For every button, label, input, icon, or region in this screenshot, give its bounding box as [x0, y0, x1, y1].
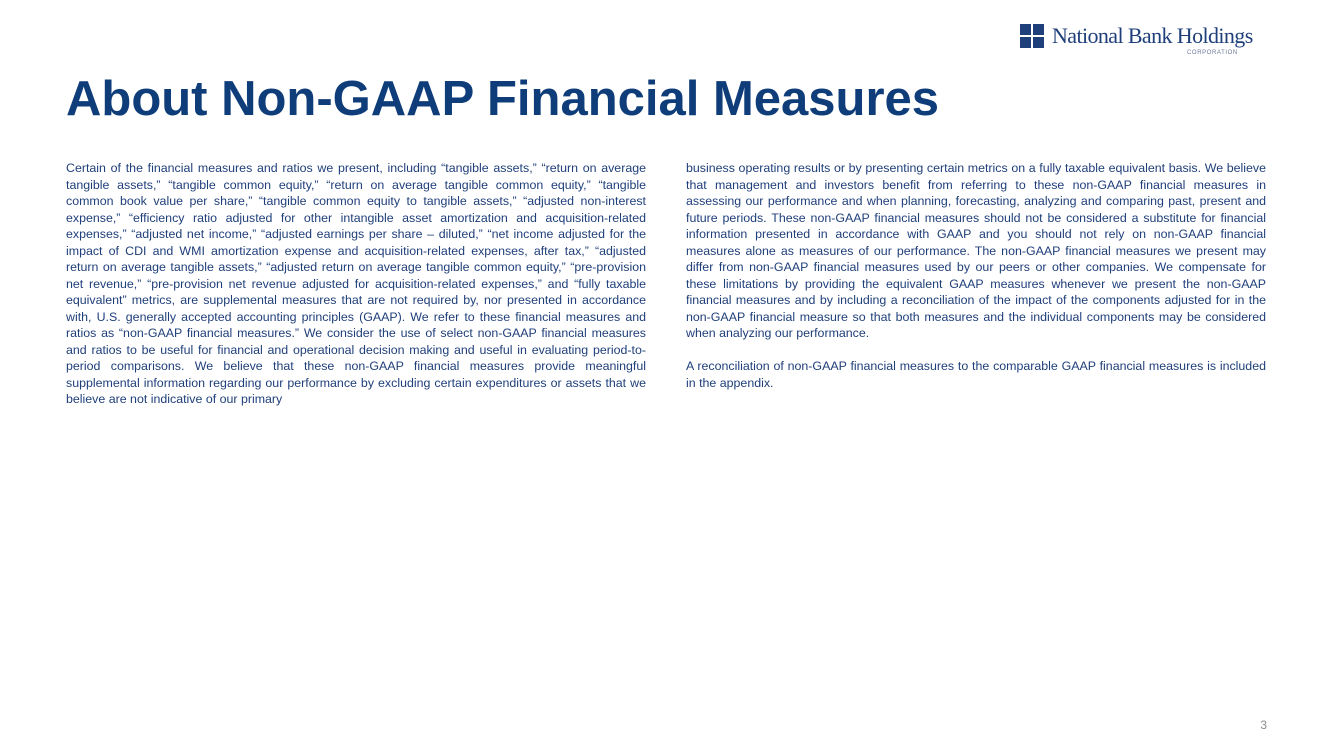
- left-text-column: [66, 160, 646, 408]
- right-text-column: [686, 160, 1266, 391]
- logo-name: National Bank Holdings: [1052, 23, 1253, 48]
- logo-squares-icon: [1020, 24, 1045, 49]
- company-logo: [1020, 22, 1270, 60]
- slide-title: About Non-GAAP Financial Measures: [66, 72, 940, 126]
- page-number: 3: [1260, 718, 1267, 732]
- left-paragraph: Certain of the financial measures and ratios we present, including “tangible assets,” “return on average tangible assets,” “tangible common equity,” “return on average tangible common equity,” “tangible common book value per share,” “tangible common equity to tangible assets,” “adjusted non-interest expense,” “efficiency ratio adjusted for other intangible asset amortization and acquisition-related expenses,” “adjusted net income,” “adjusted earnings per share – diluted,” “net income adjusted for the impact of CDI and WMI amortization expense and acquisition-related expenses, after tax,” “adjusted return on average tangible assets,” “adjusted return on average tangible common equity,” “pre-provision net revenue,” “pre-provision net revenue adjusted for acquisition-related expenses,” and “fully taxable equivalent” metrics, are supplemental measures that are not required by, nor presented in accordance with, U.S. generally accepted accounting principles (GAAP). We refer to these financial measures and ratios as “non-GAAP financial measures.” We consider the use of select non-GAAP financial measures and ratios to be useful for financial and operational decision making and useful in evaluating period-to-period comparisons. We believe that these non-GAAP financial measures provide meaningful supplemental information regarding our performance by excluding certain expenditures or assets that we believe are not indicative of our primary: [66, 161, 646, 406]
- right-paragraph-2: A reconciliation of non-GAAP financial measures to the comparable GAAP financial measures is included in the appendix.: [686, 359, 1266, 390]
- logo-corporation-label: CORPORATION: [1187, 50, 1238, 56]
- right-paragraph-1: business operating results or by presenting certain metrics on a fully taxable equivalent basis. We believe that management and investors benefit from referring to these non-GAAP financial measures in assessing our performance and when planning, forecasting, analyzing and comparing past, present and future periods. These non-GAAP financial measures should not be considered a substitute for financial information presented in accordance with GAAP and you should not rely on non-GAAP financial measures alone as measures of our performance. The non-GAAP financial measures we present may differ from non-GAAP financial measures used by our peers or other companies. We compensate for these limitations by providing the equivalent GAAP measures whenever we present the non-GAAP financial measures and by including a reconciliation of the impact of the components adjusted for in the non-GAAP financial measure so that both measures and the individual components may be considered when analyzing our performance.: [686, 161, 1266, 340]
